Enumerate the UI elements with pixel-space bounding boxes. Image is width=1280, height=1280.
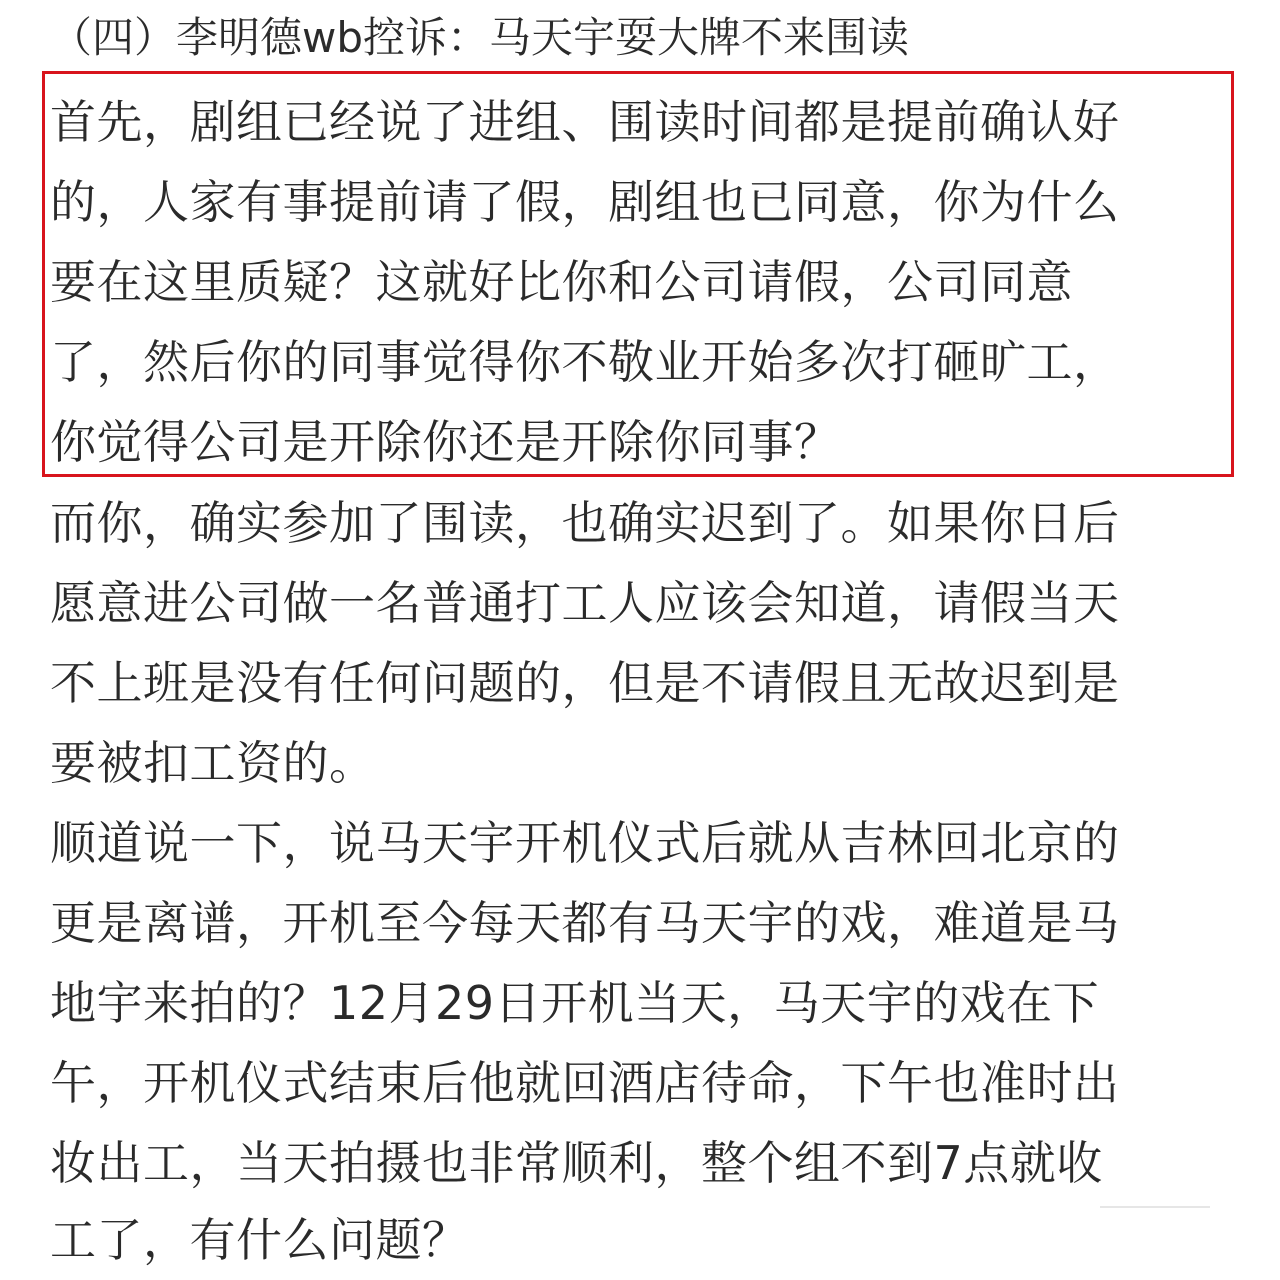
section-heading: （四）李明德wb控诉：马天宇耍大牌不来围读	[50, 13, 910, 62]
highlighted-line: 了，然后你的同事觉得你不敬业开始多次打砸旷工，	[50, 335, 1120, 389]
paragraph-line: 午，开机仪式结束后他就回酒店待命，下午也准时出	[50, 1056, 1120, 1110]
paragraph-line: 顺道说一下，说马天宇开机仪式后就从吉林回北京的	[50, 816, 1120, 870]
paragraph-line: 而你，确实参加了围读，也确实迟到了。如果你日后	[50, 496, 1120, 550]
paragraph-line: 不上班是没有任何问题的，但是不请假且无故迟到是	[50, 656, 1120, 710]
paragraph-line: 更是离谱，开机至今每天都有马天宇的戏，难道是马	[50, 896, 1120, 950]
highlighted-line: 的，人家有事提前请了假，剧组也已同意，你为什么	[50, 175, 1120, 229]
paragraph-line: 地宇来拍的？12月29日开机当天，马天宇的戏在下	[50, 976, 1100, 1030]
highlighted-line: 要在这里质疑？这就好比你和公司请假，公司同意	[50, 255, 1073, 309]
paragraph-line: 要被扣工资的。	[50, 736, 376, 790]
highlighted-line: 首先，剧组已经说了进组、围读时间都是提前确认好	[50, 95, 1120, 149]
highlighted-line: 你觉得公司是开除你还是开除你同事？	[50, 415, 841, 469]
divider	[1100, 1206, 1210, 1208]
paragraph-line: 愿意进公司做一名普通打工人应该会知道，请假当天	[50, 576, 1120, 630]
paragraph-line: 工了，有什么问题？	[50, 1213, 469, 1267]
paragraph-line: 妆出工，当天拍摄也非常顺利，整个组不到7点就收	[50, 1136, 1103, 1190]
